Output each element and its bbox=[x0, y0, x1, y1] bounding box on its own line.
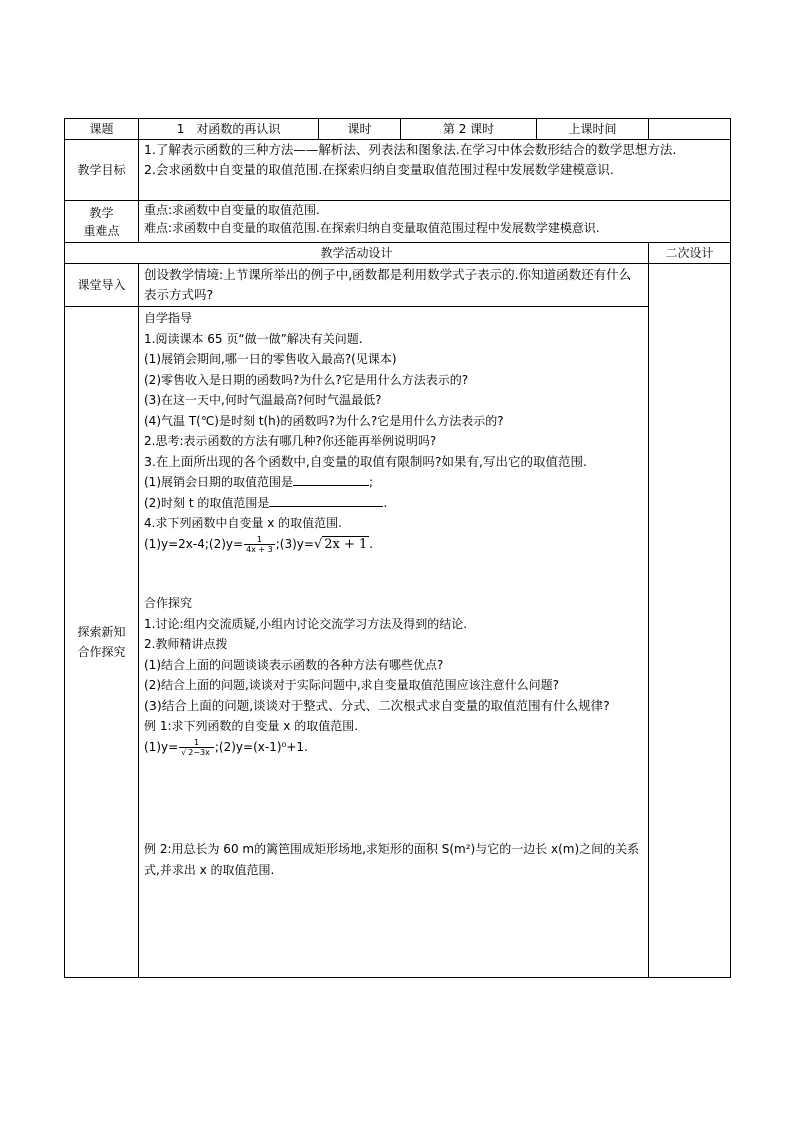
explore-row bbox=[65, 307, 731, 978]
intro-label: 课堂导入 bbox=[65, 264, 139, 307]
cooperation-2b: (2)结合上面的问题,谈谈对于实际问题中,求自变量取值范围应该注意什么问题? bbox=[144, 678, 559, 692]
question-1d: (4)气温 T(℃)是时刻 t(h)的函数吗?为什么?它是用什么方法表示的? bbox=[144, 413, 504, 428]
example-1-formulas bbox=[144, 737, 643, 758]
second-design-header: 二次设计 bbox=[649, 243, 731, 264]
cooperation-2c: (3)结合上面的问题,谈谈对于整式、分式、二次根式求自变量的取值范围有什么规律? bbox=[144, 697, 610, 713]
explore-label bbox=[65, 307, 139, 978]
question-1c: (3)在这一天中,何时气温最高?何时气温最低? bbox=[144, 393, 382, 407]
sqrt-formula-3: √ 2x + 1 bbox=[313, 536, 368, 552]
answer-blank-1[interactable] bbox=[293, 472, 369, 486]
question-2: 2.思考:表示函数的方法有哪几种?你还能再举例说明吗? bbox=[144, 434, 437, 448]
topic-label: 课题 bbox=[65, 119, 139, 140]
question-3b-end: . bbox=[383, 495, 388, 510]
topic-value: 1 对函数的再认识 bbox=[139, 119, 319, 140]
formula-1: (1)y=2x-4;(2)y= bbox=[144, 536, 244, 551]
blank-space bbox=[144, 757, 643, 839]
fraction-numerator: 1 bbox=[256, 534, 262, 544]
blank-space bbox=[144, 880, 643, 916]
question-3: 3.在上面所出现的各个函数中,自变量的取值有限制吗?如果有,写出它的取值范围. bbox=[144, 453, 587, 469]
key-points-label-1: 教学 bbox=[89, 205, 114, 220]
key-point: 重点:求函数中自变量的取值范围. bbox=[144, 203, 320, 217]
question-4: 4.求下列函数中自变量 x 的取值范围. bbox=[144, 516, 342, 530]
explore-label-2: 合作探究 bbox=[77, 645, 126, 659]
goals-row bbox=[65, 140, 731, 201]
question-3a-end: ; bbox=[369, 475, 374, 489]
cooperation-2: 2.教师精讲点拨 bbox=[144, 637, 228, 651]
question-1: 1.阅读课本 65 页“做一做”解决有关问题. bbox=[144, 331, 363, 346]
formula-3-prefix: ;(3)y= bbox=[275, 536, 314, 551]
intro-text: 创设教学情境:上节课所举出的例子中,函数都是利用数学式子表示的.你知道函数还有什么表示方式吗? bbox=[139, 264, 649, 307]
cooperation-title: 合作探究 bbox=[144, 596, 193, 610]
sqrt-radicand: 2x + 1 bbox=[324, 536, 368, 552]
period-label: 课时 bbox=[319, 119, 401, 140]
explore-content bbox=[139, 307, 649, 978]
fraction-denominator: √ 2−3x bbox=[179, 747, 214, 757]
fraction-denominator: 4x + 3 bbox=[246, 544, 273, 554]
difficult-point: 难点:求函数中自变量的取值范围.在探索归纳自变量取值范围过程中发展数学建模意识. bbox=[144, 221, 600, 235]
activity-header: 教学活动设计 bbox=[65, 243, 649, 264]
key-points-row bbox=[65, 201, 731, 243]
self-study-title: 自学指导 bbox=[144, 311, 193, 325]
question-3a-text: (1)展销会日期的取值范围是 bbox=[144, 475, 293, 489]
question-1a: (1)展销会期间,哪一日的零售收入最高?(见课本) bbox=[144, 352, 397, 366]
formula-end: . bbox=[369, 536, 374, 551]
goal-2: 2.会求函数中自变量的取值范围.在探索归纳自变量取值范围过程中发展数学建模意识. bbox=[144, 162, 614, 177]
class-time-label: 上课时间 bbox=[537, 119, 649, 140]
cooperation-1: 1.讨论:组内交流质疑,小组内讨论交流学习方法及得到的结论. bbox=[144, 616, 468, 631]
key-points-label-2: 重难点 bbox=[83, 223, 120, 238]
answer-blank-2[interactable] bbox=[269, 493, 383, 507]
question-3b-text: (2)时刻 t 的取值范围是 bbox=[144, 495, 270, 510]
goals-label: 教学目标 bbox=[65, 140, 139, 201]
lesson-plan-table bbox=[64, 118, 731, 978]
design-header-row bbox=[65, 243, 731, 264]
blank-space bbox=[144, 555, 643, 593]
goals-content bbox=[139, 140, 731, 201]
class-time-value bbox=[649, 119, 731, 140]
fraction-formula-2 bbox=[244, 535, 275, 554]
sqrt-radicand: 2−3x bbox=[188, 747, 210, 757]
question-4-formulas bbox=[144, 534, 643, 556]
header-row bbox=[65, 119, 731, 140]
intro-row bbox=[65, 264, 731, 307]
example-1-formula-1: (1)y= bbox=[144, 739, 179, 754]
cooperation-2a: (1)结合上面的问题谈谈表示函数的各种方法有哪些优点? bbox=[144, 657, 444, 672]
second-design-cell bbox=[649, 264, 731, 978]
example-1: 例 1:求下列函数的自变量 x 的取值范围. bbox=[144, 719, 359, 733]
key-points-content bbox=[139, 201, 731, 243]
question-3a bbox=[144, 472, 643, 493]
fraction-example-1 bbox=[179, 738, 214, 757]
question-3b bbox=[144, 493, 643, 514]
explore-label-1: 探索新知 bbox=[77, 625, 126, 639]
example-1-formula-2: ;(2)y=(x-1)⁰+1. bbox=[214, 739, 308, 754]
question-1b: (2)零售收入是日期的函数吗?为什么?它是用什么方法表示的? bbox=[144, 372, 469, 387]
period-value: 第 2 课时 bbox=[401, 119, 537, 140]
example-2: 例 2:用总长为 60 m的篱笆围成矩形场地,求矩形的面积 S(m²)与它的一边长 x(m)之间的关系式,并求出 x 的取值范围. bbox=[144, 842, 640, 877]
fraction-numerator: 1 bbox=[193, 737, 200, 747]
key-points-label bbox=[65, 201, 139, 243]
goal-1: 1.了解表示函数的三种方法——解析法、列表法和图象法.在学习中体会数形结合的数学思想方法. bbox=[144, 142, 677, 157]
